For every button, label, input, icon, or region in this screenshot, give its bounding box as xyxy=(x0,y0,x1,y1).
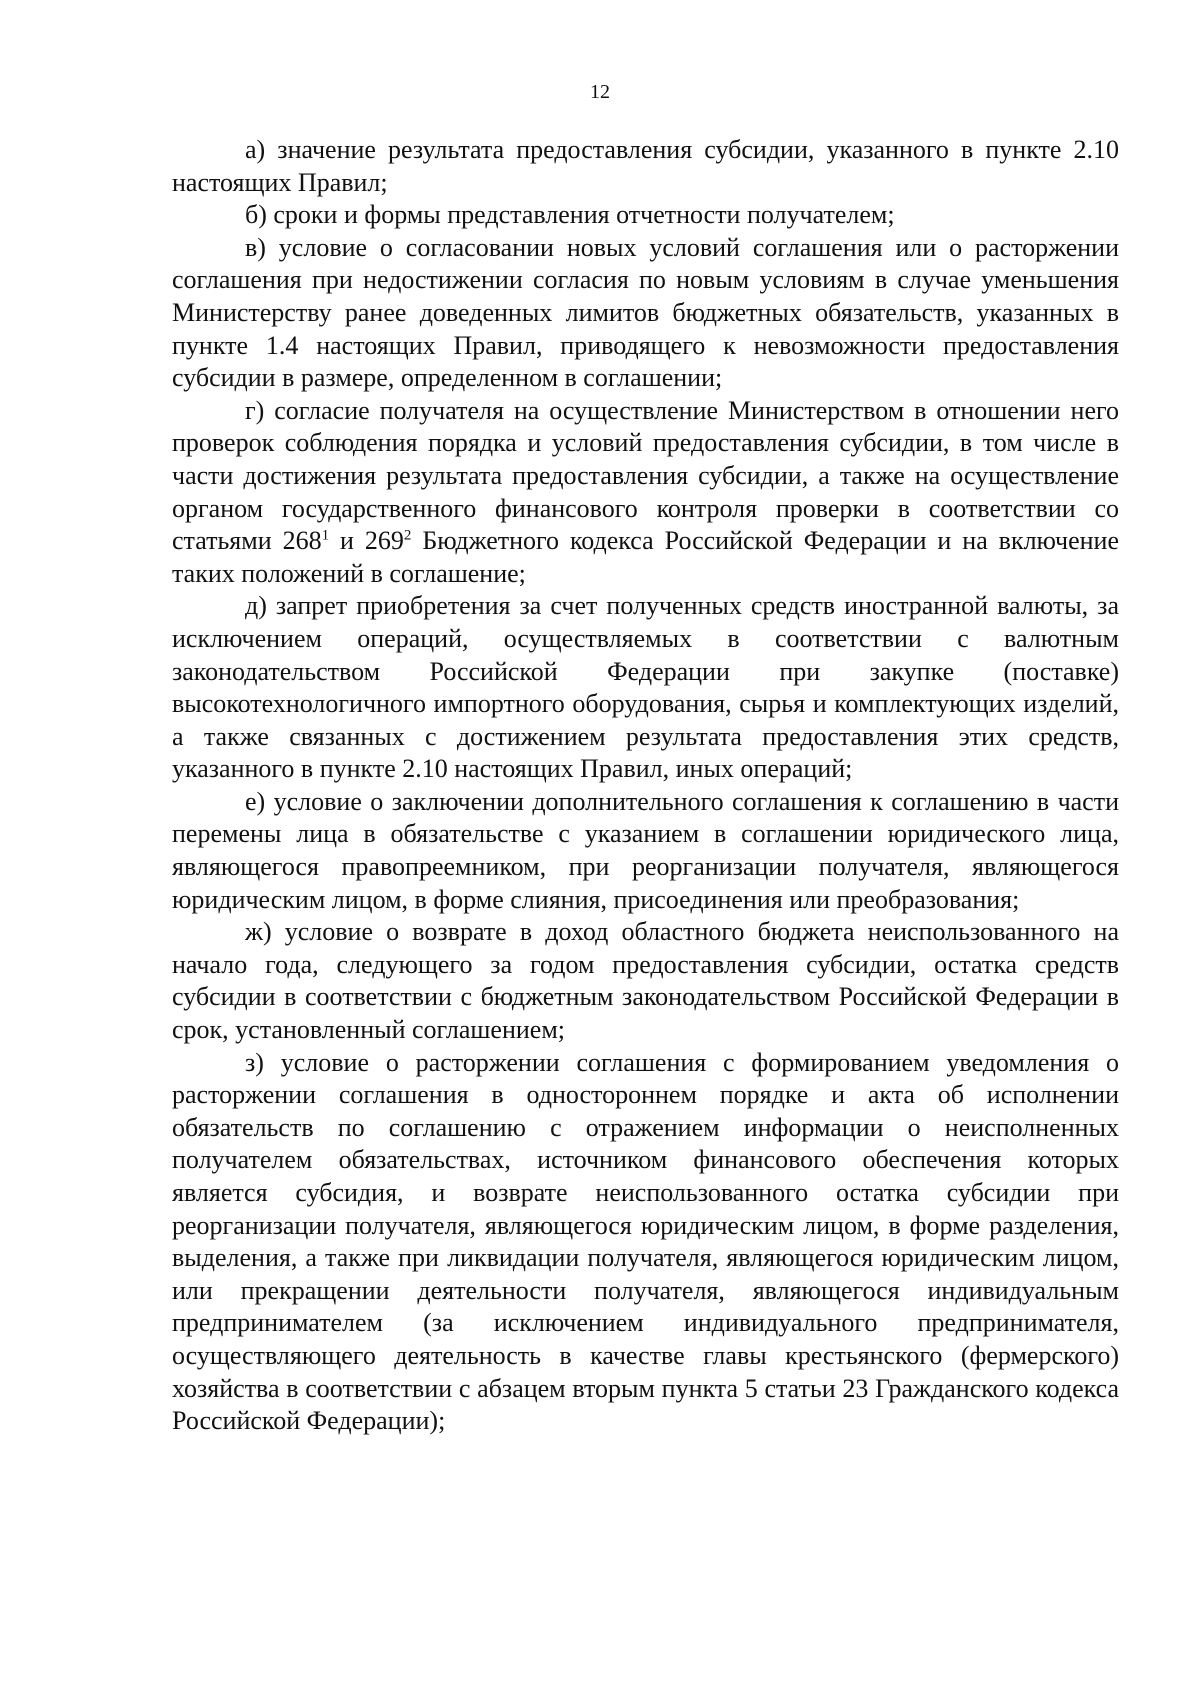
superscript-1: 1 xyxy=(321,527,330,544)
paragraph-g xyxy=(172,395,1119,591)
paragraph-g-text-2: и 269 xyxy=(329,526,404,556)
paragraph-z: з) условие о расторжении соглашения с формированием уведомления о расторжении соглашения в одностороннем порядке и акта об исполнении обязательств по соглашению с отражением информации о неисполненных получателем обязательствах, источником финансового обеспечения которых является субсидия, и возврате неиспользованного остатка субсидии при реорганизации получателя, являющегося юридическим лицом, в форме разделения, выделения, а также при ликвидации получателя, являющегося юридическим лицом, или прекращении деятельности получателя, являющегося индивидуальным предпринимателем (за исключением индивидуального предпринимателя, осуществляющего деятельность в качестве главы крестьянского (фермерского) хозяйства в соответствии с абзацем вторым пункта 5 статьи 23 Гражданского кодекса Российской Федерации); xyxy=(172,1047,1119,1436)
paragraph-e: е) условие о заключении дополнительного соглашения к соглашению в части перемены лица в обязательстве с указанием в соглашении юридического лица, являющегося правопреемником, при реорганизации получателя, являющегося юридическим лицом, в форме слияния, присоединения или преобразования; xyxy=(172,786,1119,914)
page-number: 12 xyxy=(590,81,610,103)
document-body xyxy=(172,134,1119,1438)
paragraph-zh: ж) условие о возврате в доход областного бюджета неиспользованного на начало года, следующего за годом предоставления субсидии, остатка средств субсидии в соответствии с бюджетным законодательством Российской Федерации в срок, установленный соглашением; xyxy=(172,917,1119,1045)
paragraph-g-text-1: г) согласие получателя на осуществление Министерством в отношении него проверок соблюдения порядка и условий предоставления субсидии, в том числе в части достижения результата предоставления субсидии, а также на осуществление органом государственного финансового контроля проверки в соответствии со статьями 268 xyxy=(172,395,1119,556)
paragraph-d: д) запрет приобретения за счет полученных средств иностранной валюты, за исключением операций, осуществляемых в соответствии с валютным законодательством Российской Федерации при закупке (поставке) высокотехнологичного импортного оборудования, сырья и комплектующих изделий, а также связанных с достижением результата предоставления этих средств, указанного в пункте 2.10 настоящих Правил, иных операций; xyxy=(172,591,1119,784)
paragraph-g-text-3: Бюджетного кодекса Российской Федерации и на включение таких положений в соглашение; xyxy=(172,526,1119,588)
paragraph-b: б) сроки и формы представления отчетности получателем; xyxy=(245,200,895,230)
superscript-2: 2 xyxy=(403,527,412,544)
paragraph-a: а) значение результата предоставления субсидии, указанного в пункте 2.10 настоящих Правил; xyxy=(172,135,1119,197)
paragraph-v: в) условие о согласовании новых условий соглашения или о расторжении соглашения при недостижении согласия по новым условиям в случае уменьшения Министерству ранее доведенных лимитов бюджетных обязательств, указанных в пункте 1.4 настоящих Правил, приводящего к невозможности предоставления субсидии в размере, определенном в соглашении; xyxy=(172,232,1119,393)
